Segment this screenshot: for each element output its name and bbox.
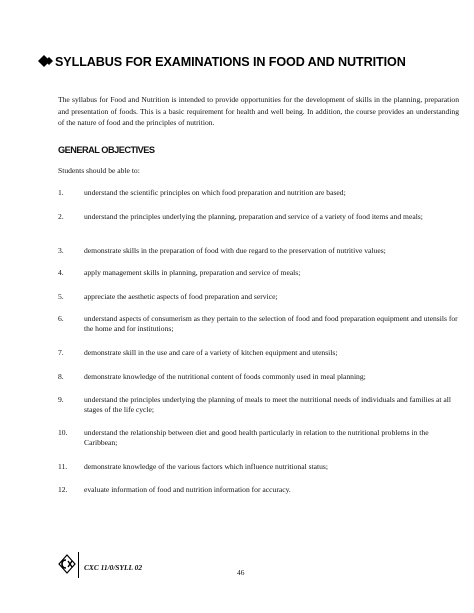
item-text: understand the principles underlying the planning, preparation and service of a variety of food items and meals; <box>84 212 423 221</box>
list-item <box>58 212 460 222</box>
item-text: understand aspects of consumerism as they pertain to the selection of food and food preparation equipment and utensils for the home and for institutions; <box>84 314 458 334</box>
list-item <box>58 485 460 495</box>
item-number: 12. <box>58 485 68 494</box>
item-text: demonstrate knowledge of the various factors which influence nutritional status; <box>84 462 328 471</box>
list-item <box>58 395 460 415</box>
objectives-heading: GENERAL OBJECTIVES <box>58 145 155 155</box>
list-item <box>58 348 460 358</box>
list-item <box>58 428 460 448</box>
item-number: 10. <box>58 428 68 437</box>
item-number: 9. <box>58 395 64 404</box>
item-number: 3. <box>58 246 64 255</box>
item-text: demonstrate skill in the use and care of a variety of kitchen equipment and utensils; <box>84 348 338 357</box>
item-text: understand the principles underlying the planning of meals to meet the nutritional needs of individuals and families at all stages of the life cycle; <box>84 395 451 415</box>
item-number: 8. <box>58 372 64 381</box>
item-number: 2. <box>58 212 64 221</box>
item-number: 6. <box>58 314 64 323</box>
item-text: demonstrate skills in the preparation of food with due regard to the preservation of nutritive values; <box>84 246 386 255</box>
list-item <box>58 462 460 472</box>
item-number: 5. <box>58 292 64 301</box>
syllabus-heading <box>38 55 458 69</box>
item-number: 1. <box>58 188 64 197</box>
objectives-lead: Students should be able to: <box>58 166 140 175</box>
list-item <box>58 372 460 382</box>
cxc-logo-icon <box>58 554 76 574</box>
item-text: evaluate information of food and nutrition information for accuracy. <box>84 485 291 494</box>
list-item <box>58 292 460 302</box>
item-text: understand the relationship between diet and good health particularly in relation to the nutritional problems in the Caribbean; <box>84 428 429 448</box>
item-number: 4. <box>58 268 64 277</box>
item-number: 11. <box>58 462 68 471</box>
page-number: 46 <box>237 568 245 577</box>
list-item <box>58 314 460 334</box>
item-text: apply management skills in planning, preparation and service of meals; <box>84 268 301 277</box>
list-item <box>58 268 460 278</box>
footer-divider <box>78 552 79 578</box>
intro-paragraph: The syllabus for Food and Nutrition is intended to provide opportunities for the development of skills in the planning, preparation and presentation of foods. This is a basic requirement for health and well being. In addition, the course provides an understanding of the nature of food and the principles of nutrition. <box>58 95 459 128</box>
syllabus-heading-text: SYLLABUS FOR EXAMINATIONS IN FOOD AND NUTRITION <box>55 55 406 69</box>
diamond-bullet-icon <box>38 55 54 67</box>
syllabus-code: CXC 11/0/SYLL 02 <box>84 563 143 572</box>
item-number: 7. <box>58 348 64 357</box>
list-item <box>58 188 460 198</box>
list-item <box>58 246 460 256</box>
item-text: demonstrate knowledge of the nutritional content of foods commonly used in meal planning; <box>84 372 366 381</box>
item-text: appreciate the aesthetic aspects of food preparation and service; <box>84 292 278 301</box>
item-text: understand the scientific principles on which food preparation and nutrition are based; <box>84 188 346 197</box>
